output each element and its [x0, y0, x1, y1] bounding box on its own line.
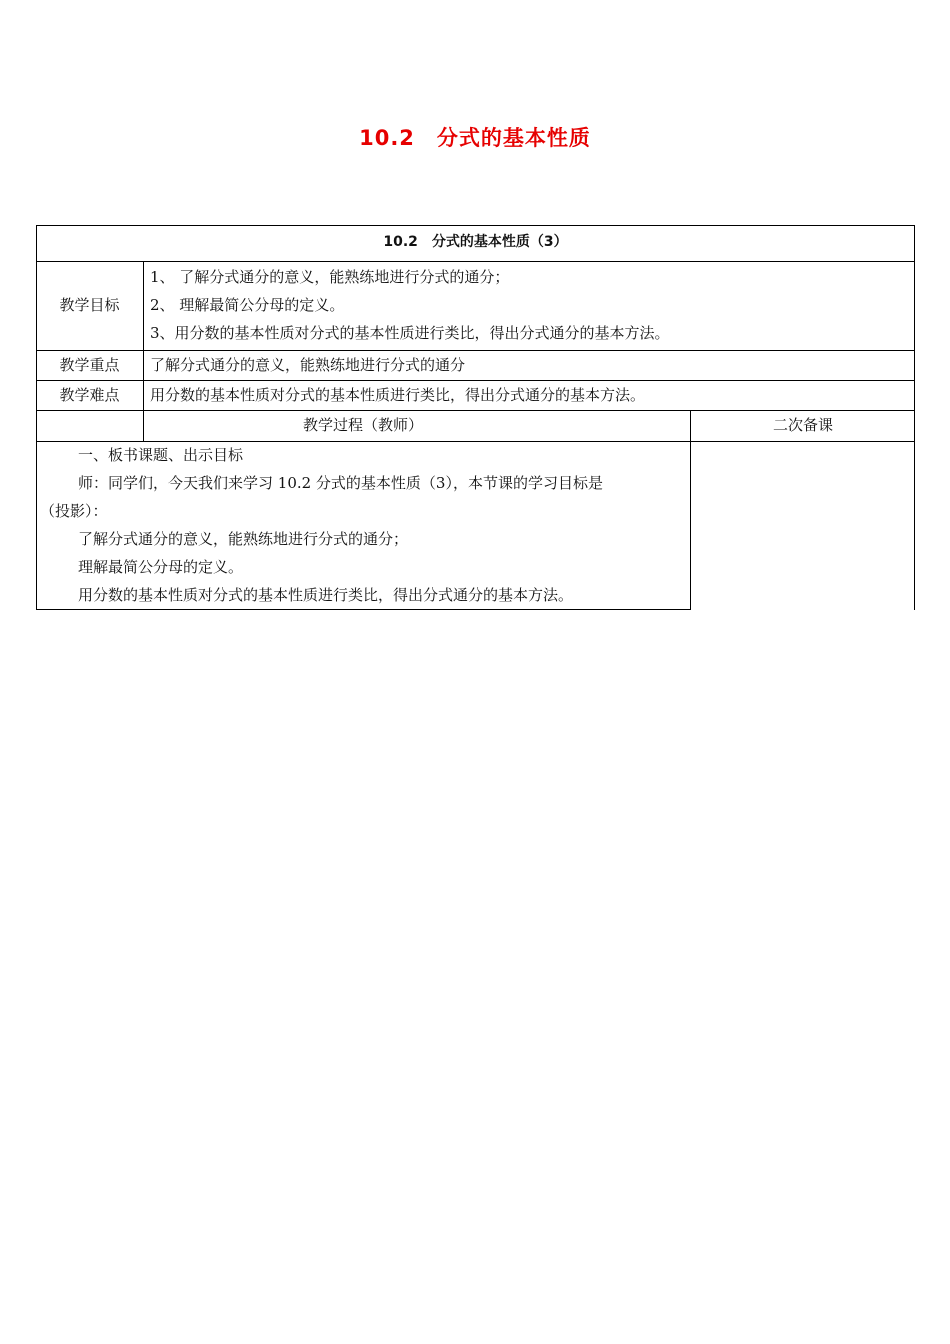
goal-item: 1、 了解分式通分的意义，能熟练地进行分式的通分；: [150, 268, 510, 286]
goal-item: 3、用分数的基本性质对分式的基本性质进行类比，得出分式通分的基本方法。: [150, 324, 670, 342]
goals-label: 教学目标: [59, 296, 120, 314]
difficulties-label: 教学难点: [59, 386, 120, 404]
revision-notes-cell: [691, 441, 914, 609]
process-line: 用分数的基本性质对分式的基本性质进行类比，得出分式通分的基本方法。: [78, 586, 574, 604]
table-border-top: [36, 225, 915, 226]
revision-header: 二次备课: [772, 416, 833, 434]
process-header: 教学过程（教师）: [302, 416, 423, 434]
key-points-text: 了解分式通分的意义，能熟练地进行分式的通分: [150, 356, 466, 374]
table-header: 10.2 分式的基本性质（3）: [383, 234, 568, 250]
process-line: 一、板书课题、出示目标: [78, 446, 244, 464]
table-border-bottom: [36, 609, 690, 610]
goals-list: [150, 261, 910, 350]
process-line: 师：同学们，今天我们来学习 10.2 分式的基本性质（3），本节课的学习目标是: [78, 474, 603, 492]
page-title: 10.2 分式的基本性质: [359, 126, 591, 150]
process-line: 理解最简公分母的定义。: [78, 558, 244, 576]
goal-item: 2、 理解最简公分母的定义。: [150, 296, 345, 314]
process-line: （投影）：: [40, 502, 108, 520]
difficulties-text: 用分数的基本性质对分式的基本性质进行类比，得出分式通分的基本方法。: [150, 386, 646, 404]
key-points-label: 教学重点: [59, 356, 120, 374]
process-line: 了解分式通分的意义，能熟练地进行分式的通分；: [78, 530, 409, 548]
process-body: [40, 441, 688, 609]
